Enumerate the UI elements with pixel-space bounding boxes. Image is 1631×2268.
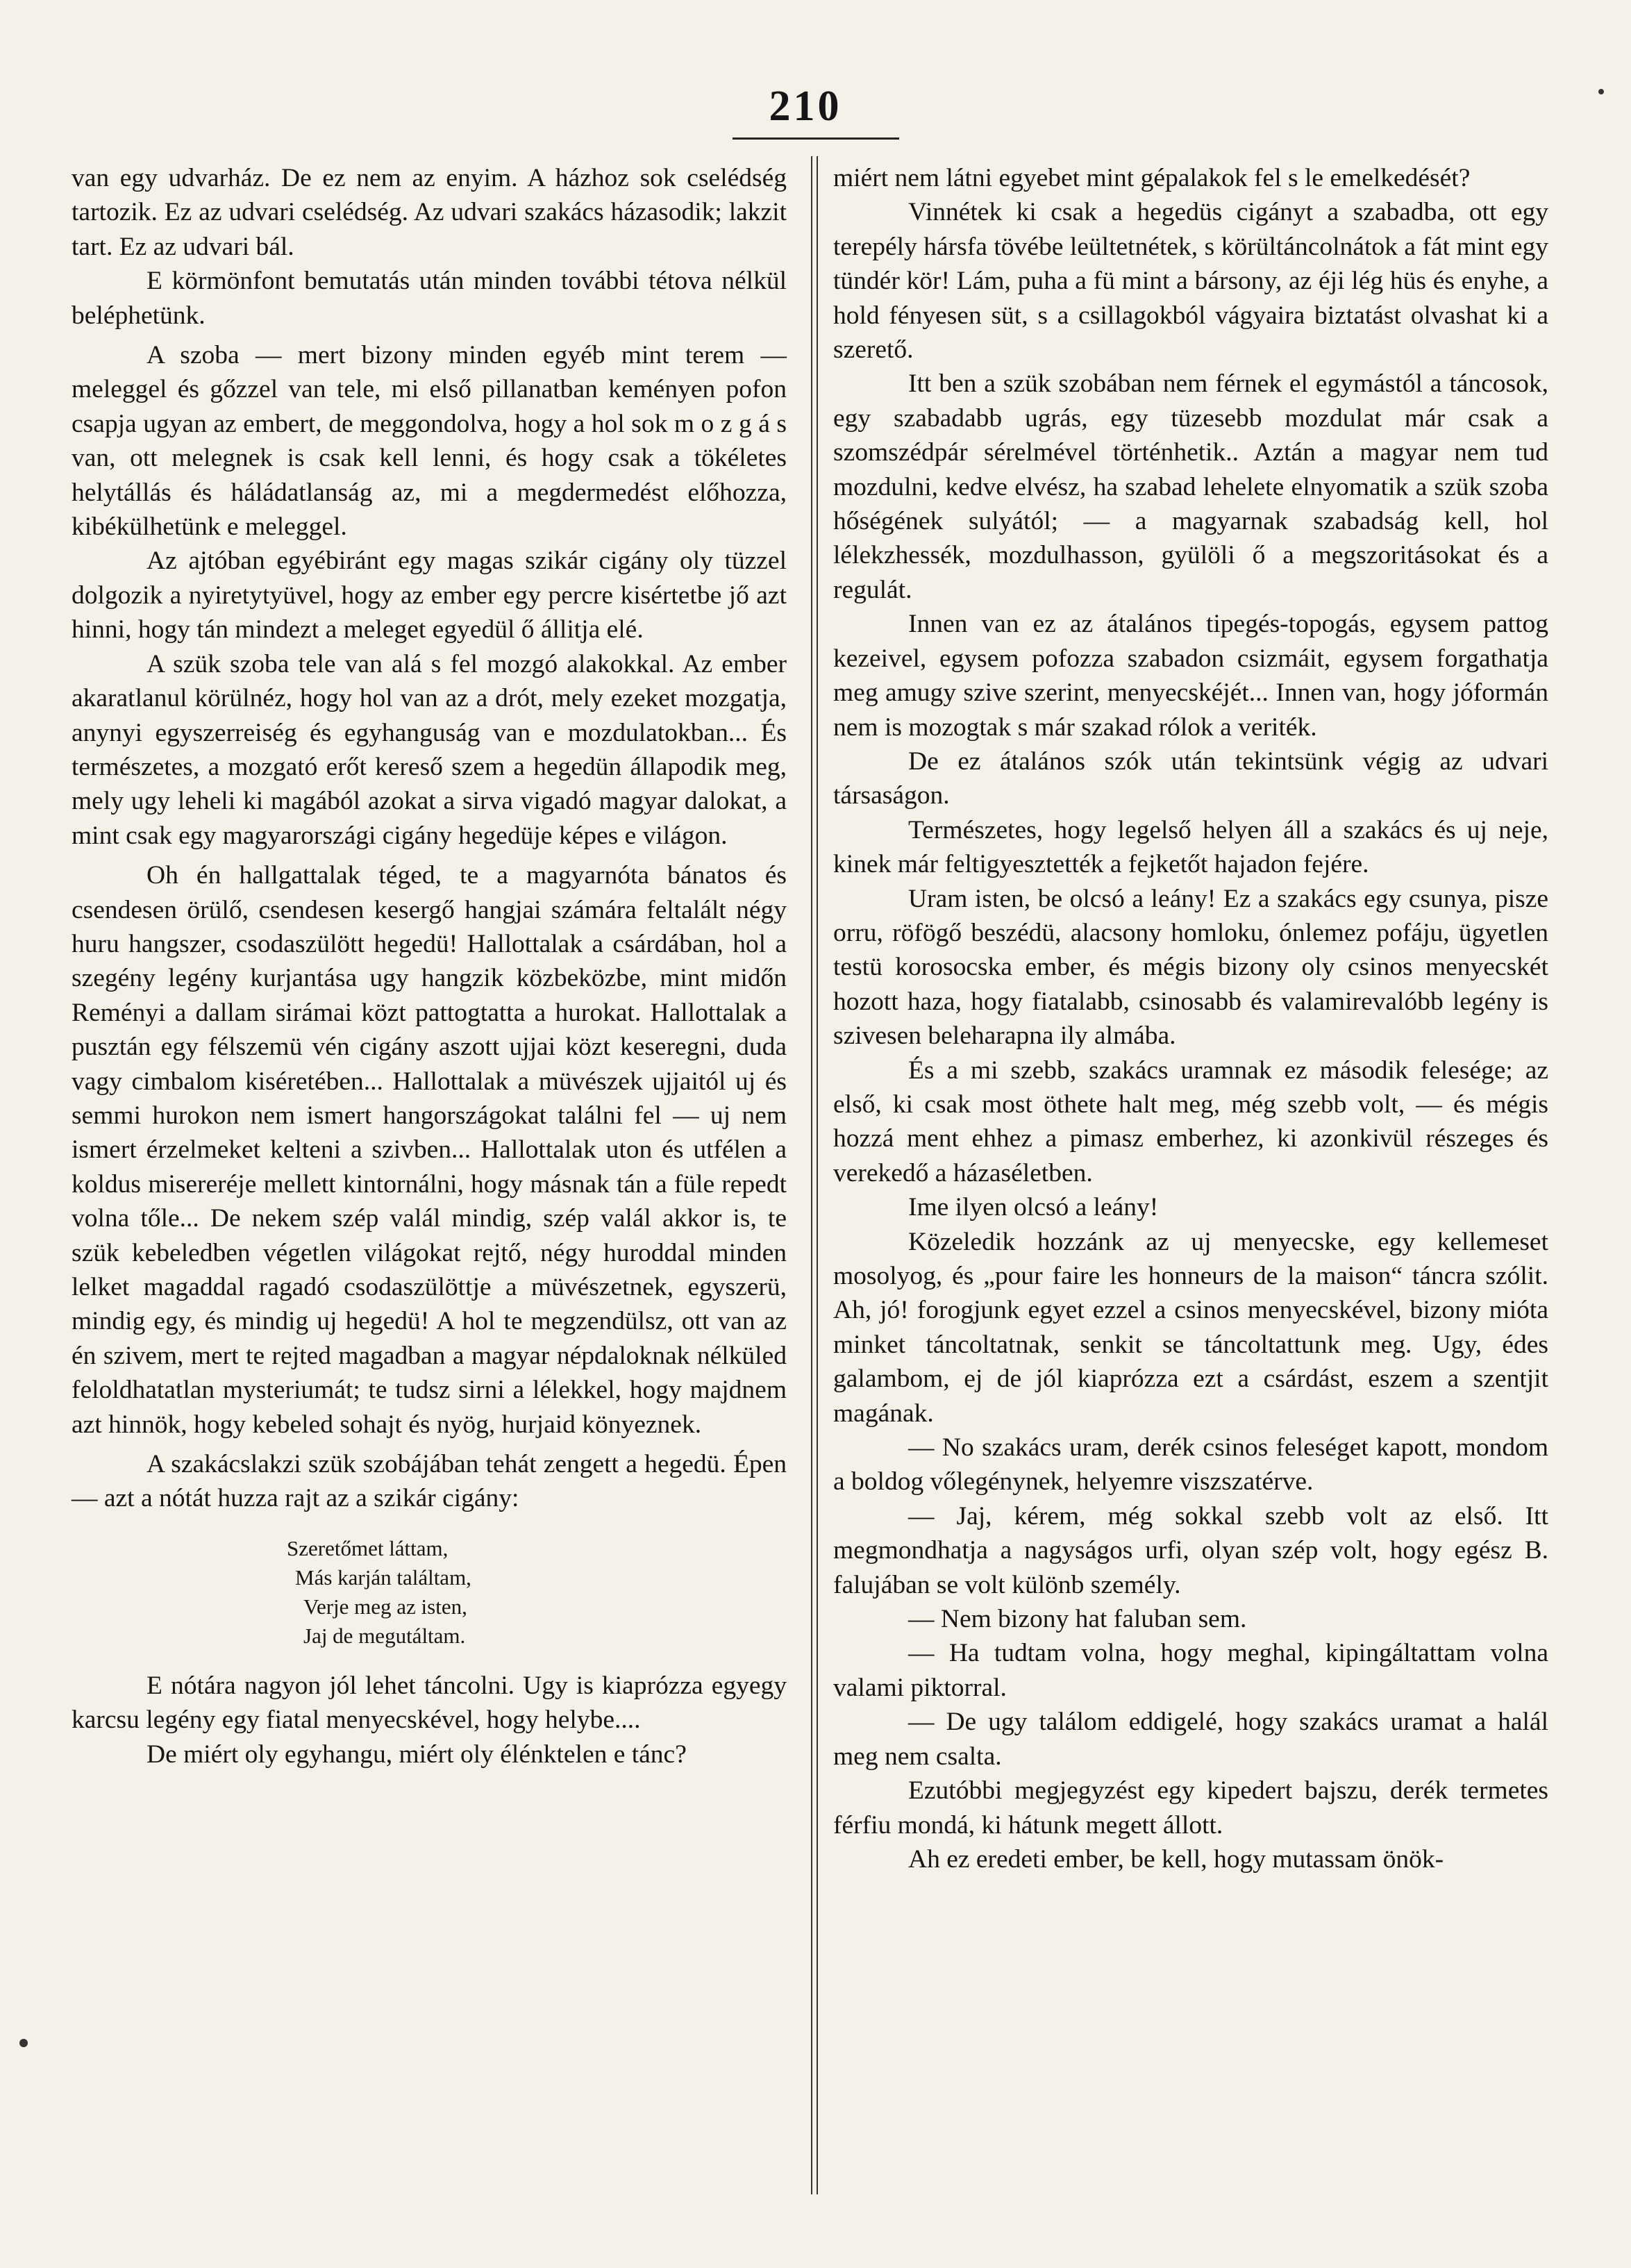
print-speck-mark	[19, 2039, 28, 2047]
right-paragraph: Ah ez eredeti ember, be kell, hogy mutassam önök-	[908, 1844, 1444, 1874]
column-divider	[811, 156, 818, 2194]
right-paragraph: Közeledik hozzánk az uj menyecske, egy kellemeset mosolyog, és „pour faire les honneurs de la maison“ táncra szólit. Ah, jó! forogjunk egyet ezzel a csinos menyecskével, bizony mióta minket táncoltatnak, senkit se táncoltattunk meg. Ugy, édes galambom, ej de jól kiaprózza ezt a csárdást, eszem a szentjit magának.	[833, 1227, 1548, 1428]
poem-line: Szeretőmet láttam,	[287, 1535, 449, 1560]
right-paragraph: — Nem bizony hat faluban sem.	[908, 1605, 1247, 1634]
right-paragraph: — Ha tudtam volna, hogy meghal, kipingáltattam volna valami piktorral.	[833, 1639, 1548, 1702]
left-paragraph: Oh én hallgattalak téged, te a magyarnóta bánatos és csendesen örülő, csendesen kesergő hangjai számára feltalált négy huru hangszer, csodaszülött hegedü! Hallottalak a csárdában, hol a szegény legény kurjantása ugy hangzik közbeközbe, mint midőn Reményi a dallam sirámai közt pattogtatta a hurokat. Hallottalak a pusztán egy félszemü vén cigány aszott ujjai közt keseregni, duda vagy cimbalom kiséretében... Hallottalak a müvészek ujjaitól uj és semmi hurokon nem ismert hangországokat találni fel — uj nem ismert érzelmeket kelteni a szivben... Hallottalak uton és utfélen a koldus misereréje mellett kintornálni, hogy másnak tán a füle repedt volna tőle... De nekem szép valál mindig, szép valál akkor is, te szük kebeledben végetlen világokat rejtő, négy huroddal minden lelket magaddal ragadó csodaszülöttje a müvészetnek, egyszerü, mindig egy, és mindig uj hegedü! A hol te megzendülsz, ott van az én szivem, mert te rejted magadban a magyar népdaloknak nélküled feloldhatatlan mysteriumát; te tudsz sirni a lélekkel, hogy majdnem azt hinnök, hogy kebeled sohajt és nyög, hurjaid könyeznek.	[72, 861, 787, 1439]
right-paragraph: Uram isten, be olcsó a leány! Ez a szakács egy csunya, pisze orru, röfögő beszédü, alacsony homloku, ónlemez pofáju, ügyetlen testü korosocska ember, és mégis bizony oly csinos menyecskét hozott haza, hogy fiatalabb, csinosabb és valamirevalóbb legény is szivesen beleharapna ily almába.	[833, 884, 1548, 1051]
left-paragraph: A szük szoba tele van alá s fel mozgó alakokkal. Az ember akaratlanul körülnéz, hogy hol van az a drót, mely ezeket mozgatja, anynyi egyszerreiség és egyhanguság van e mozdulatokban... És természetes, a mozgató erőt kereső szem a hegedün állapodik meg, mely ugy leheli ki magából azokat a sirva vigadó magyar dalokat, a mint csak egy magyarországi cigány hegedüje képes e világon.	[72, 649, 787, 850]
left-paragraph: van egy udvarház. De ez nem az enyim. A házhoz sok cselédség tartozik. Ez az udvari cselédség. Az udvari szakács házasodik; lakzit tart. Ez az udvari bál.	[72, 164, 787, 261]
right-column	[833, 161, 1548, 1876]
right-paragraph: Ime ilyen olcsó a leány!	[908, 1193, 1159, 1222]
left-paragraph: A szakácslakzi szük szobájában tehát zengett a hegedü. Épen — azt a nótát huzza rajt az a szikár cigány:	[72, 1450, 787, 1513]
right-paragraph: Innen van ez az átalános tipegés-topogás, egysem pattog kezeivel, egysem pofozza szabadon csizmáit, egysem forgathatja meg amugy szive szerint, menyecskéjét... Innen van, hogy jóformán nem is mozogtak s már szakad rólok a veriték.	[833, 610, 1548, 742]
poem-line: Más karján találtam,	[295, 1565, 471, 1590]
right-paragraph: Itt ben a szük szobában nem férnek el egymástól a táncosok, egy szabadabb ugrás, egy tüzesebb mozdulat már csak a szomszédpár sérelmével történhetik.. Aztán a magyar nem tud mozdulni, kedve elvész, ha szabad lehelete elnyomatik a szük szoba hőségének sulyától; — a magyarnak szabadság kell, hol lélekzhessék, mozdulhasson, gyülöli ő a megszoritásokat és a regulát.	[833, 369, 1548, 604]
left-column	[72, 161, 787, 1771]
right-paragraph: Vinnétek ki csak a hegedüs cigányt a szabadba, ott egy terepély hársfa tövébe leültetnétek, s körültáncolnátok a fát mint egy tündér kör! Lám, puha a fü mint a bársony, az éji lég hüs és enyhe, a hold fényesen süt, s a csillagokból vágyaira biztatást olvashat ki a szerető.	[833, 198, 1548, 365]
print-speck-mark	[1598, 89, 1604, 94]
left-paragraph: E körmönfont bemutatás után minden további tétova nélkül beléphetünk.	[72, 267, 787, 330]
right-paragraph: miért nem látni egyebet mint gépalakok fel s le emelkedését?	[833, 164, 1471, 192]
page-number: 210	[769, 83, 842, 130]
right-paragraph: Ezutóbbi megjegyzést egy kipedert bajszu, derék termetes férfiu mondá, ki hátunk megett állott.	[833, 1776, 1548, 1840]
left-paragraph: De miért oly egyhangu, miért oly élénktelen e tánc?	[147, 1740, 687, 1769]
right-paragraph: — No szakács uram, derék csinos feleséget kapott, mondom a boldog vőlegénynek, helyemre viszszatérve.	[833, 1433, 1548, 1496]
left-paragraph: E nótára nagyon jól lehet táncolni. Ugy is kiaprózza egyegy karcsu legény egy fiatal menyecskével, hogy helybe....	[72, 1671, 787, 1735]
right-paragraph: Természetes, hogy legelső helyen áll a szakács és uj neje, kinek már feltigyesztették a fejketőt hajadon fejére.	[833, 815, 1548, 879]
right-paragraph: — De ugy találom eddigelé, hogy szakács uramat a halál meg nem csalta.	[833, 1708, 1548, 1771]
left-paragraph: Az ajtóban egyébiránt egy magas szikár cigány oly tüzzel dolgozik a nyiretytyüvel, hogy az ember egy percre kisértetbe jő azt hinni, hogy tán mindezt a meleget egyedül ő állitja elé.	[72, 547, 787, 644]
poem-line: Verje meg az isten,	[303, 1594, 467, 1619]
right-paragraph: — Jaj, kérem, még sokkal szebb volt az első. Itt megmondhatja a nagyságos urfi, olyan szép volt, hogy egész B. falujában se volt különb személy.	[833, 1501, 1548, 1599]
right-paragraph: És a mi szebb, szakács uramnak ez második felesége; az első, ki csak most öthete halt meg, még szebb volt, — és mégis hozzá ment ehhez a pimasz emberhez, ki azonkivül részeges és verekedő a házaséletben.	[833, 1056, 1548, 1187]
poem-line: Jaj de megutáltam.	[303, 1623, 466, 1648]
left-paragraph: A szoba — mert bizony minden egyéb mint terem — meleggel és gőzzel van tele, mi első pillanatban keményen pofon csapja ugyan az embert, de meggondolva, hogy a hol sok m o z g á s van, ott melegnek is csak kell lenni, és hogy csak a tökéletes helytállás és háládatlanság az, mi a megdermedést előhozza, kibékülhetünk e meleggel.	[72, 341, 787, 542]
right-paragraph: De ez átalános szók után tekintsünk végig az udvari társaságon.	[833, 747, 1548, 810]
page-number-rule	[733, 137, 899, 140]
poem-verse	[287, 1534, 787, 1651]
